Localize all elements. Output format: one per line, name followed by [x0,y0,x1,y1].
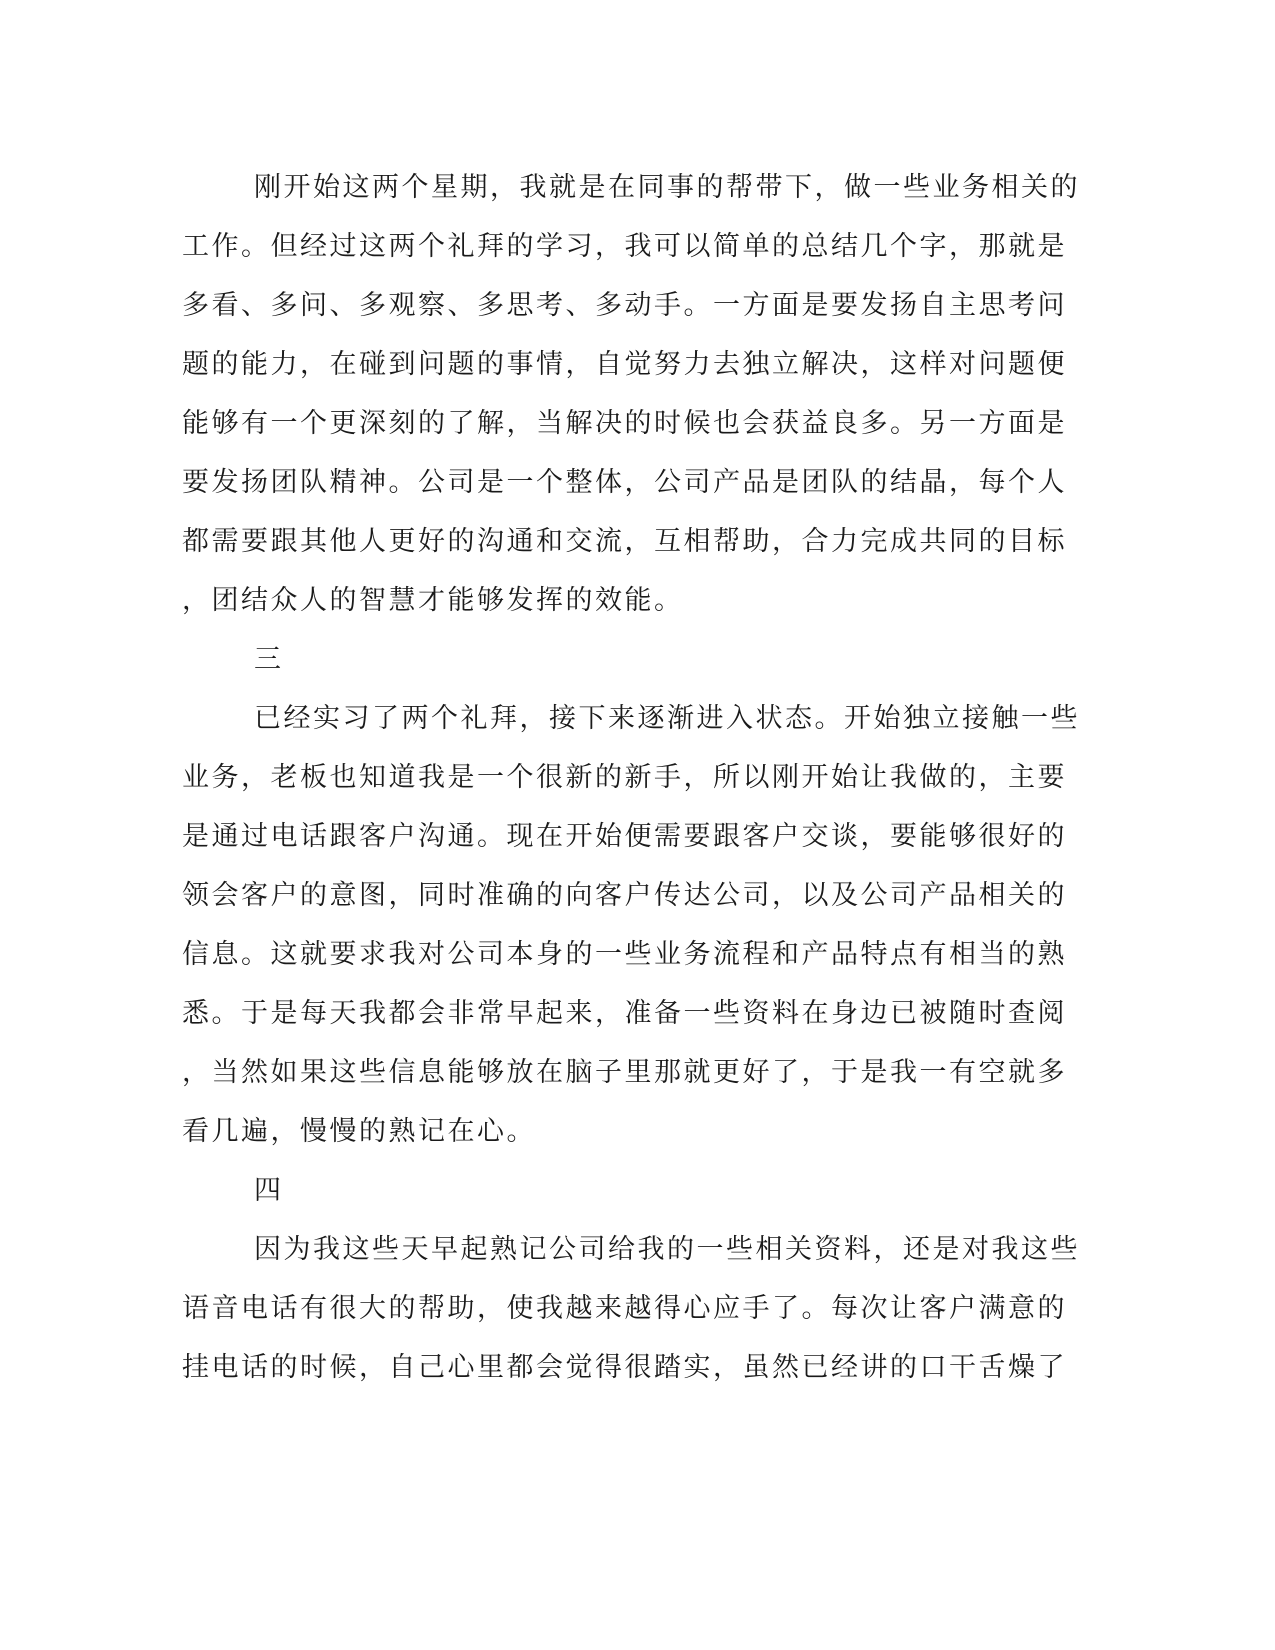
text-line: 都需要跟其他人更好的沟通和交流，互相帮助，合力完成共同的目标 [182,526,1067,557]
text-line: 悉。于是每天我都会非常早起来，准备一些资料在身边已被随时查阅 [182,998,1067,1029]
text-line: 挂电话的时候，自己心里都会觉得很踏实，虽然已经讲的口干舌燥了 [182,1352,1067,1383]
text-line: 要发扬团队精神。公司是一个整体，公司产品是团队的结晶，每个人 [182,467,1067,498]
text-line: 是通过电话跟客户沟通。现在开始便需要跟客户交谈，要能够很好的 [182,821,1067,852]
text-line: 因为我这些天早起熟记公司给我的一些相关资料，还是对我这些 [254,1234,1080,1265]
text-line: 工作。但经过这两个礼拜的学习，我可以简单的总结几个字，那就是 [182,231,1067,262]
text-line: 语音电话有很大的帮助，使我越来越得心应手了。每次让客户满意的 [182,1293,1067,1324]
section-heading: 四 [254,1175,284,1206]
text-line: 业务，老板也知道我是一个很新的新手，所以刚开始让我做的，主要 [182,762,1067,793]
text-line: 已经实习了两个礼拜，接下来逐渐进入状态。开始独立接触一些 [254,703,1080,734]
text-line: 领会客户的意图，同时准确的向客户传达公司，以及公司产品相关的 [182,880,1067,911]
text-line: 多看、多问、多观察、多思考、多动手。一方面是要发扬自主思考问 [182,290,1067,321]
text-line: 信息。这就要求我对公司本身的一些业务流程和产品特点有相当的熟 [182,939,1067,970]
body-text [182,158,1080,1397]
text-line: ，团结众人的智慧才能够发挥的效能。 [182,585,684,616]
text-line: 刚开始这两个星期，我就是在同事的帮带下，做一些业务相关的 [254,172,1080,203]
text-line: 看几遍，慢慢的熟记在心。 [182,1116,536,1147]
text-line: 题的能力，在碰到问题的事情，自觉努力去独立解决，这样对问题便 [182,349,1067,380]
text-line: ，当然如果这些信息能够放在脑子里那就更好了，于是我一有空就多 [182,1057,1067,1088]
text-line: 能够有一个更深刻的了解，当解决的时候也会获益良多。另一方面是 [182,408,1067,439]
section-heading: 三 [254,644,284,675]
